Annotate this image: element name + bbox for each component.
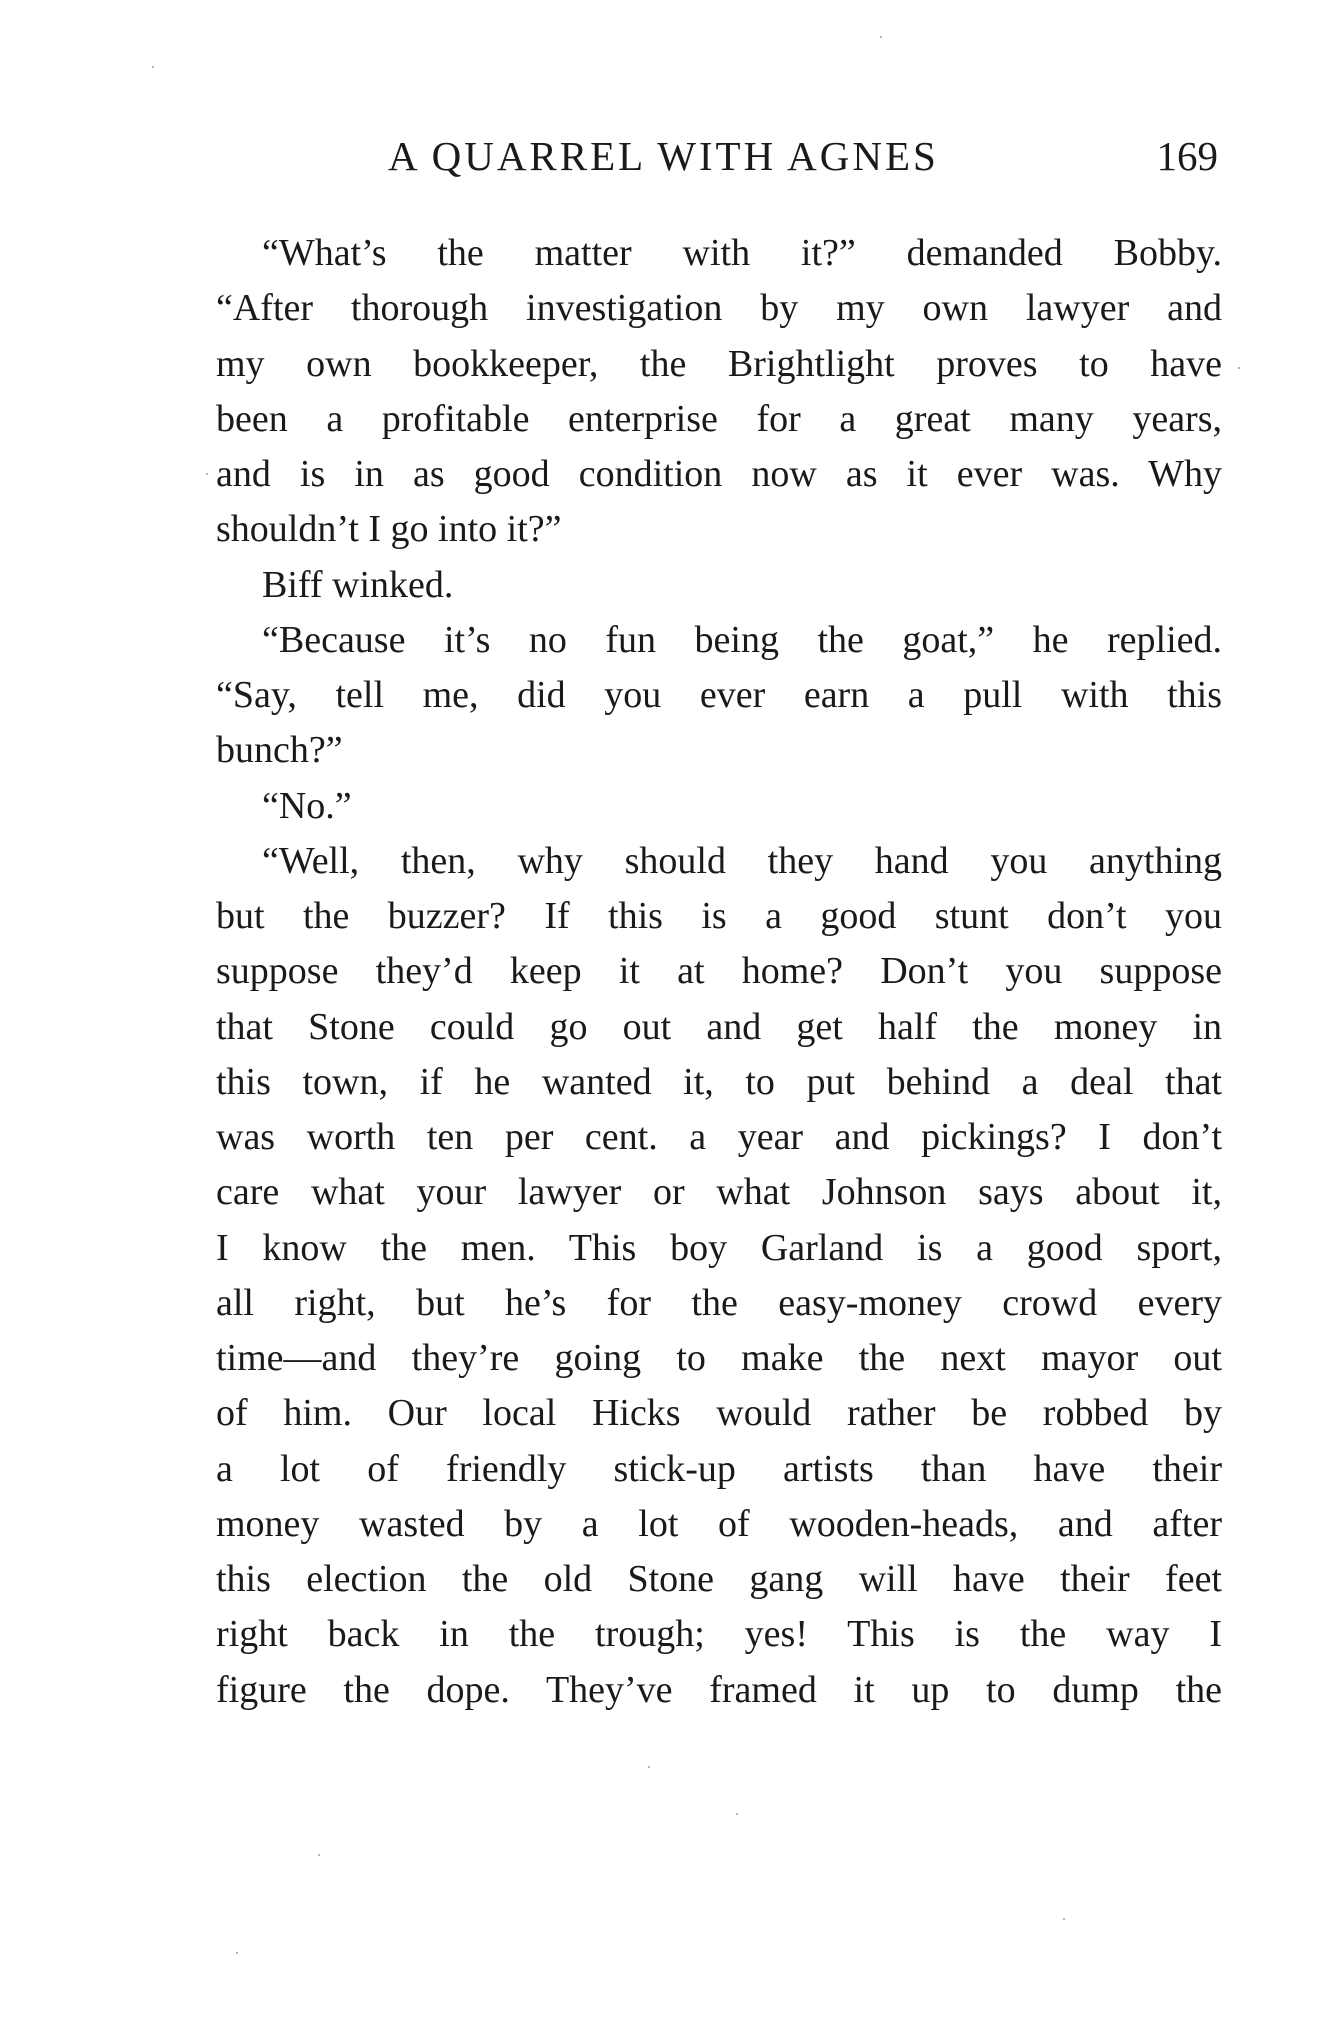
paper-speck (236, 1952, 238, 1954)
text-line: that Stone could go out and get half the money in (216, 1005, 1222, 1048)
text-line: “No.” (262, 784, 352, 827)
text-line: this election the old Stone gang will have their feet (216, 1558, 1222, 1600)
paper-speck (318, 1854, 320, 1856)
text-line: “Well, then, why should they hand you anything (262, 839, 1222, 882)
text-line: been a profitable enterprise for a great many years, (216, 397, 1222, 440)
text-line: but the buzzer? If this is a good stunt don’t you (216, 895, 1222, 937)
body-text (216, 226, 1222, 1718)
text-line: “After thorough investigation by my own lawyer and (216, 287, 1222, 330)
running-head (218, 132, 1218, 192)
text-line: “What’s the matter with it?” demanded Bobby. (262, 232, 1222, 274)
paper-speck (1063, 1918, 1065, 1920)
paper-speck (1238, 367, 1240, 369)
paper-speck (648, 1766, 650, 1768)
text-line: right back in the trough; yes! This is the way I (216, 1613, 1222, 1656)
text-line: bunch?” (216, 729, 343, 772)
text-line: a lot of friendly stick-up artists than have their (216, 1447, 1222, 1490)
text-line: time—and they’re going to make the next mayor out (216, 1337, 1222, 1379)
text-line: my own bookkeeper, the Brightlight proves to have (216, 342, 1222, 385)
text-line: money wasted by a lot of wooden-heads, and after (216, 1502, 1222, 1545)
text-line: “Say, tell me, did you ever earn a pull with this (216, 674, 1222, 716)
text-line: figure the dope. They’ve framed it up to dump the (216, 1668, 1222, 1711)
text-line: all right, but he’s for the easy-money crowd every (216, 1281, 1222, 1324)
paper-speck (206, 473, 208, 475)
text-line: care what your lawyer or what Johnson says about it, (216, 1171, 1222, 1214)
text-line: “Because it’s no fun being the goat,” he replied. (262, 618, 1222, 661)
paper-speck (152, 66, 154, 68)
text-line: was worth ten per cent. a year and pickings? I don’t (216, 1116, 1222, 1158)
text-line: I know the men. This boy Garland is a good sport, (216, 1226, 1222, 1269)
text-line: this town, if he wanted it, to put behind a deal that (216, 1060, 1222, 1103)
text-line: shouldn’t I go into it?” (216, 508, 562, 551)
paper-speck (880, 36, 882, 38)
text-line: Biff winked. (262, 563, 454, 606)
text-line: of him. Our local Hicks would rather be robbed by (216, 1392, 1222, 1435)
text-line: suppose they’d keep it at home? Don’t you suppose (216, 950, 1222, 993)
page-number: 169 (1156, 133, 1218, 179)
paper-speck (736, 1813, 738, 1815)
text-line: and is in as good condition now as it ever was. Why (216, 453, 1222, 495)
running-title: A QUARREL WITH AGNES (388, 133, 939, 179)
